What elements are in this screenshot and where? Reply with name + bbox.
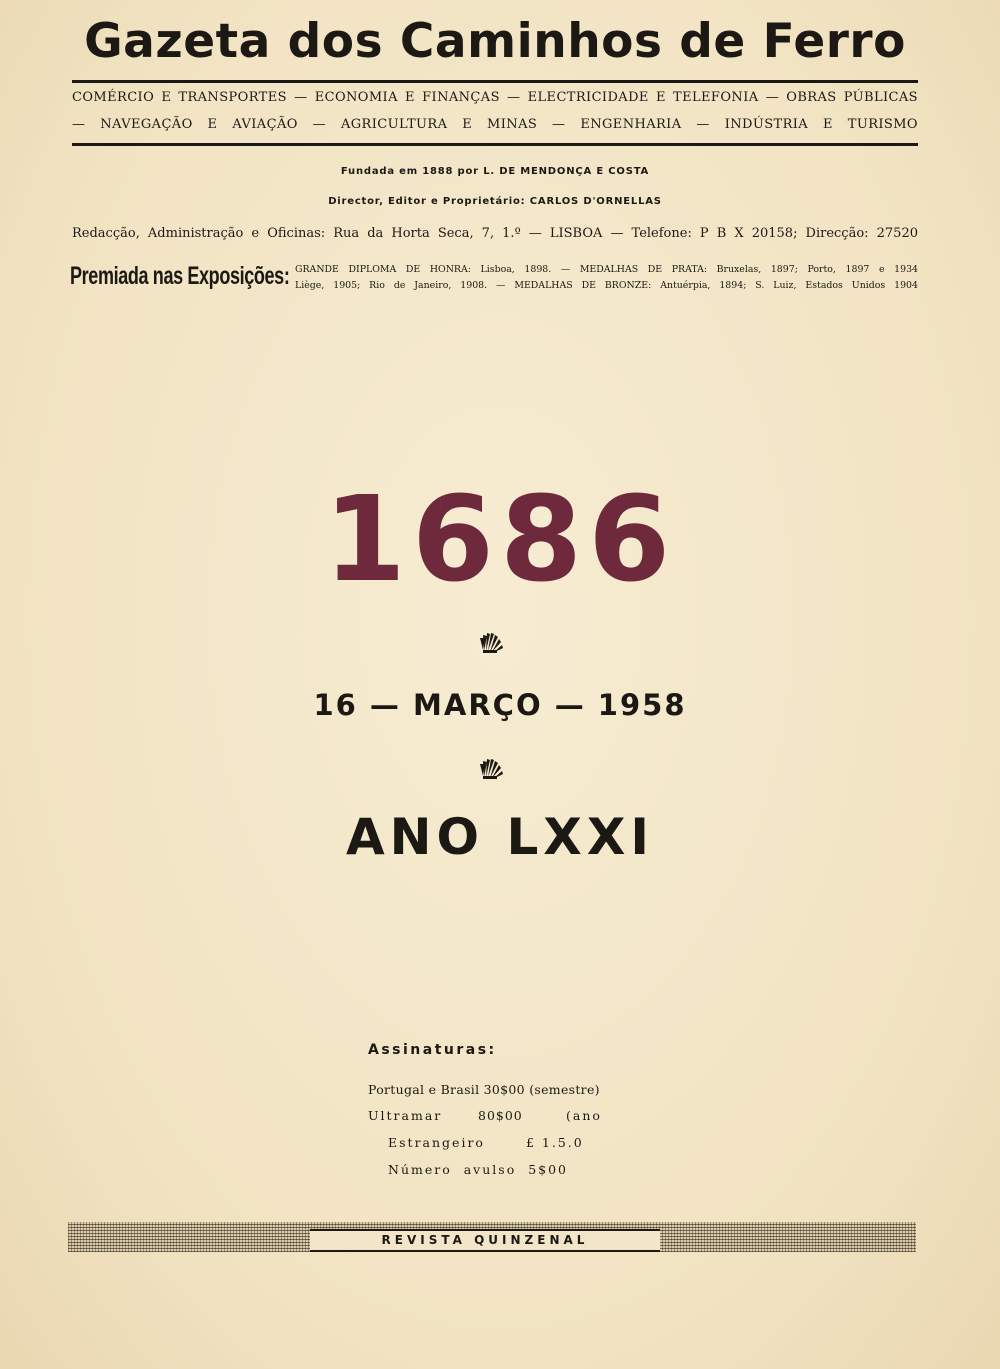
subscription-ultramar-period: (ano: [566, 1108, 602, 1123]
subscriptions-title: Assinaturas:: [368, 1042, 497, 1058]
fan-ornament-icon: [480, 758, 504, 780]
awards-list: [295, 262, 918, 294]
bottom-rule: [72, 143, 918, 146]
subscription-ultramar-value: 80$00: [478, 1108, 523, 1123]
awards-label: Premiada nas Exposições:: [70, 262, 290, 290]
subscription-avulso: Número avulso 5$00: [388, 1162, 569, 1177]
topics-line-1: COMÉRCIO E TRANSPORTES — ECONOMIA E FINANÇAS — ELECTRICIDADE E TELEFONIA — OBRAS PÚBLICAS: [72, 90, 918, 105]
topics-line-2: — NAVEGAÇÃO E AVIAÇÃO — AGRICULTURA E MINAS — ENGENHARIA — INDÚSTRIA E TURISMO: [72, 117, 918, 132]
subscription-ultramar-label: Ultramar: [368, 1108, 443, 1123]
address-line: Redacção, Administração e Oficinas: Rua da Horta Seca, 7, 1.º — LISBOA — Telefone: P B X 20158; Direcção: 27520: [72, 226, 918, 241]
top-rule: [72, 80, 918, 83]
issue-date: 16 — MARÇO — 1958: [313, 688, 687, 722]
masthead-title: Gazeta dos Caminhos de Ferro: [84, 14, 906, 69]
subscription-estrangeiro-value: £ 1.5.0: [526, 1135, 584, 1150]
year-label: ANO LXXI: [345, 808, 655, 866]
footer-label: REVISTA QUINZENAL: [310, 1229, 660, 1252]
director-line: Director, Editor e Proprietário: CARLOS D'ORNELLAS: [328, 196, 662, 207]
subscription-estrangeiro-label: Estrangeiro: [388, 1135, 485, 1150]
fan-ornament-icon: [480, 632, 504, 654]
issue-number: 1686: [323, 470, 677, 608]
awards-line-1: GRANDE DIPLOMA DE HONRA: Lisboa, 1898. — MEDALHAS DE PRATA: Bruxelas, 1897; Porto, 1897 e 1934: [295, 264, 918, 275]
subscription-portugal: Portugal e Brasil 30$00 (semestre): [368, 1082, 600, 1097]
awards-line-2: Liège, 1905; Rio de Janeiro, 1908. — MEDALHAS DE BRONZE: Antuérpia, 1894; S. Luiz, Estados Unidos 1904: [295, 280, 918, 291]
founded-line: Fundada em 1888 por L. DE MENDONÇA E COSTA: [340, 166, 650, 177]
